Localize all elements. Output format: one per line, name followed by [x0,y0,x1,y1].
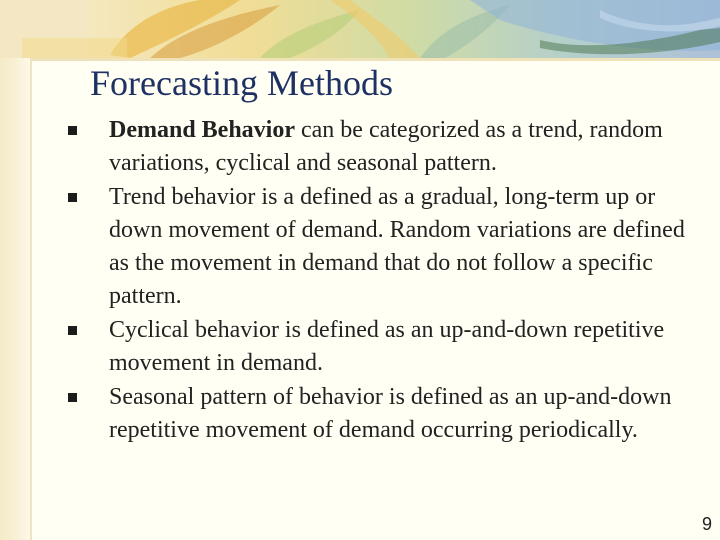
slide-title: Forecasting Methods [90,63,393,103]
left-divider [30,60,32,540]
square-bullet-icon [68,193,77,202]
bullet-text: can be categorized as a trend, random variations, cyclical and seasonal pattern. [109,117,663,176]
bullet-text: Trend behavior is a defined as a gradual, long-term up or down movement of demand. Random variations are defined as the movement in demand that do not follow a specific pattern. [109,184,685,309]
bullet-bold-text: Demand Behavior [109,117,295,143]
bullet-item [60,381,700,447]
bullet-item [60,181,700,313]
bullet-text: Seasonal pattern of behavior is defined as an up-and-down repetitive movement of demand occurring periodically. [109,384,672,443]
bullet-item [60,114,700,180]
square-bullet-icon [68,126,77,135]
header-decoration [0,0,720,58]
bullet-list [60,114,700,448]
square-bullet-icon [68,393,77,402]
left-decorative-band [0,0,30,540]
bullet-text: Cyclical behavior is defined as an up-and-down repetitive movement in demand. [109,317,665,376]
bullet-item [60,314,700,380]
page-number: 9 [701,514,712,534]
leaf-banner-image [0,0,720,58]
square-bullet-icon [68,326,77,335]
